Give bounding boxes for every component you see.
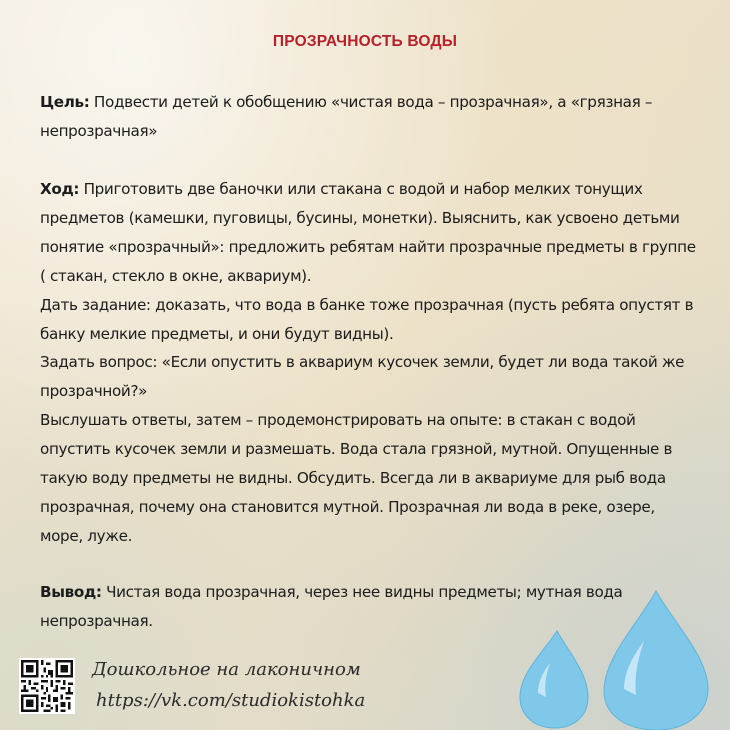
process-paragraph: Задать вопрос: «Если опустить в аквариум кусочек земли, будет ли вода такой же прозрачной?» <box>40 353 685 401</box>
process-paragraph: Ход: Приготовить две баночки или стакана с водой и набор мелких тонущих предметов (камешки, пуговицы, бусины, монетки). Выяснить, как усвоено детьми понятие «прозрачный»: предложить ребятам найти прозрачные предметы в группе ( стакан, стекло в окне, аквариум). <box>40 180 696 285</box>
process-paragraph: Дать задание: доказать, что вода в банке тоже прозрачная (пусть ребята опустят в банку мелкие предметы, и они будут видны). <box>40 295 694 343</box>
goal-text: Подвести детей к обобщению «чистая вода – прозрачная», а «грязная – непрозрачная» <box>40 93 653 140</box>
water-drops <box>508 585 730 730</box>
conclusion-label: Вывод: <box>40 583 102 601</box>
qr-code-icon <box>19 658 75 714</box>
water-drop-icon <box>604 591 708 730</box>
goal-label: Цель: <box>40 93 90 111</box>
goal-section <box>40 88 700 146</box>
footer-link[interactable]: https://vk.com/studiokistohka <box>96 690 366 711</box>
process-label: Ход: <box>40 180 80 198</box>
process-paragraph: Выслушать ответы, затем – продемонстрировать на опыте: в стакан с водой опустить кусочек земли и размешать. Вода стала грязной, мутной. Опущенные в такую воду предметы не видны. Обсудить. Всегда ли в аквариуме для рыб вода прозрачная, почему она становится мутной. Прозрачная ли вода в реке, озере, море, луже. <box>40 411 673 545</box>
page-title: ПРОЗРАЧНОСТЬ ВОДЫ <box>272 33 458 50</box>
conclusion-text: Чистая вода прозрачная, через нее видны предметы; мутная вода непрозрачная. <box>40 583 623 630</box>
process-section <box>40 175 700 551</box>
water-drop-icon <box>520 631 588 728</box>
footer-title: Дошкольное на лаконичном <box>92 659 361 680</box>
